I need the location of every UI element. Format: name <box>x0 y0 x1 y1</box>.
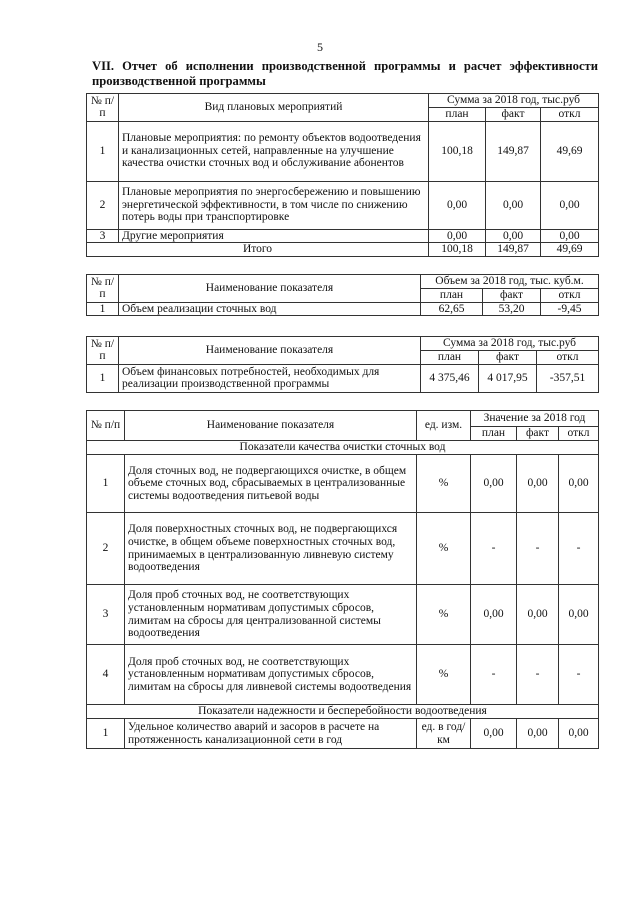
row-name: Удельное количество аварий и засоров в расчете на протяженность канализационной сети в год <box>125 719 417 749</box>
row-unit: % <box>417 585 471 645</box>
row-fact: - <box>517 645 559 705</box>
row-otkl: -357,51 <box>537 364 599 392</box>
row-name: Другие мероприятия <box>119 229 429 243</box>
row-name: Плановые мероприятия по энергосбережению и повышению энергетической эффективности, в том числе по снижению потерь воды при транспортировке <box>119 181 429 229</box>
row-plan: 0,00 <box>429 229 486 243</box>
total-plan: 100,18 <box>429 243 486 257</box>
row-unit: % <box>417 645 471 705</box>
row-num: 3 <box>87 585 125 645</box>
row-otkl: 0,00 <box>559 719 599 749</box>
header-plan: план <box>429 108 486 122</box>
header-num: № п/п <box>87 411 125 441</box>
row-otkl: 0,00 <box>541 181 599 229</box>
row-num: 2 <box>87 513 125 585</box>
total-otkl: 49,69 <box>541 243 599 257</box>
row-fact: 0,00 <box>517 719 559 749</box>
total-row <box>87 243 599 257</box>
row-plan: 0,00 <box>471 455 517 513</box>
table-row <box>87 302 599 316</box>
header-fact: факт <box>483 289 541 303</box>
header-indicator: Наименование показателя <box>125 411 417 441</box>
row-num: 1 <box>87 364 119 392</box>
row-otkl: 0,00 <box>559 455 599 513</box>
page-number: 5 <box>317 40 323 54</box>
indicators-table <box>86 410 599 749</box>
row-unit: ед. в год/ км <box>417 719 471 749</box>
header-otkl: откл <box>537 351 599 365</box>
row-fact: 0,00 <box>517 455 559 513</box>
table-row <box>87 513 599 585</box>
row-fact: 4 017,95 <box>479 364 537 392</box>
row-num: 1 <box>87 302 119 316</box>
header-volume: Объем за 2018 год, тыс. куб.м. <box>421 275 599 289</box>
row-plan: 100,18 <box>429 121 486 181</box>
row-otkl: 0,00 <box>541 229 599 243</box>
header-activity: Вид плановых мероприятий <box>119 94 429 122</box>
total-fact: 149,87 <box>486 243 541 257</box>
header-otkl: откл <box>559 427 599 441</box>
row-num: 1 <box>87 719 125 749</box>
row-num: 1 <box>87 455 125 513</box>
row-name: Объем реализации сточных вод <box>119 302 421 316</box>
table-row <box>87 229 599 243</box>
section-reliability: Показатели надежности и бесперебойности водоотведения <box>87 705 599 719</box>
header-num: № п/п <box>87 94 119 122</box>
section-quality: Показатели качества очистки сточных вод <box>87 441 599 455</box>
header-fact: факт <box>486 108 541 122</box>
row-plan: 0,00 <box>429 181 486 229</box>
table-row <box>87 364 599 392</box>
row-unit: % <box>417 513 471 585</box>
header-unit: ед. изм. <box>417 411 471 441</box>
header-plan: план <box>471 427 517 441</box>
header-otkl: откл <box>541 108 599 122</box>
table-row <box>87 645 599 705</box>
financial-needs-table <box>86 336 599 393</box>
row-fact: 149,87 <box>486 121 541 181</box>
header-value: Значение за 2018 год <box>471 411 599 427</box>
header-sum: Сумма за 2018 год, тыс.руб <box>429 94 599 108</box>
row-otkl: - <box>559 645 599 705</box>
table-row <box>87 719 599 749</box>
row-name: Плановые мероприятия: по ремонту объектов водоотведения и канализационных сетей, направленные на улучшение качества очистки сточных вод и обслуживание абонентов <box>119 121 429 181</box>
header-num: № п/п <box>87 337 119 365</box>
header-indicator: Наименование показателя <box>119 275 421 303</box>
row-fact: 0,00 <box>486 229 541 243</box>
header-plan: план <box>421 351 479 365</box>
header-sum: Сумма за 2018 год, тыс.руб <box>421 337 599 351</box>
row-plan: - <box>471 513 517 585</box>
header-plan: план <box>421 289 483 303</box>
row-fact: 0,00 <box>486 181 541 229</box>
table-row <box>87 455 599 513</box>
row-fact: 0,00 <box>517 585 559 645</box>
row-fact: - <box>517 513 559 585</box>
total-label: Итого <box>87 243 429 257</box>
row-otkl: 0,00 <box>559 585 599 645</box>
row-plan: 62,65 <box>421 302 483 316</box>
row-name: Доля проб сточных вод, не соответствующих установленным нормативам допустимых сбросов, лимитам на сбросы для централизованной системы водоотведения <box>125 585 417 645</box>
table-row <box>87 585 599 645</box>
header-fact: факт <box>479 351 537 365</box>
row-name: Доля проб сточных вод, не соответствующих установленным нормативам допустимых сбросов, лимитам на сбросы для ливневой системы водоотведения <box>125 645 417 705</box>
header-fact: факт <box>517 427 559 441</box>
row-num: 4 <box>87 645 125 705</box>
row-num: 1 <box>87 121 119 181</box>
row-fact: 53,20 <box>483 302 541 316</box>
row-otkl: - <box>559 513 599 585</box>
row-name: Объем финансовых потребностей, необходимых для реализации производственной программы <box>119 364 421 392</box>
header-otkl: откл <box>541 289 599 303</box>
planned-activities-table <box>86 93 599 257</box>
row-unit: % <box>417 455 471 513</box>
row-num: 3 <box>87 229 119 243</box>
row-plan: 0,00 <box>471 585 517 645</box>
row-plan: 4 375,46 <box>421 364 479 392</box>
row-plan: - <box>471 645 517 705</box>
table-row <box>87 181 599 229</box>
row-plan: 0,00 <box>471 719 517 749</box>
header-num: № п/п <box>87 275 119 303</box>
row-otkl: -9,45 <box>541 302 599 316</box>
row-name: Доля сточных вод, не подвергающихся очистке, в общем объеме сточных вод, сбрасываемых в централизованные системы водоотведения питьевой воды <box>125 455 417 513</box>
row-name: Доля поверхностных сточных вод, не подвергающихся очистке, в общем объеме поверхностных сточных вод, принимаемых в централизованную ливневую систему водоотведения <box>125 513 417 585</box>
table-row <box>87 121 599 181</box>
header-indicator: Наименование показателя <box>119 337 421 365</box>
section-heading: VII. Отчет об исполнении производственной программы и расчет эффективности производственной программы <box>92 59 598 88</box>
row-otkl: 49,69 <box>541 121 599 181</box>
volume-table <box>86 274 599 316</box>
row-num: 2 <box>87 181 119 229</box>
